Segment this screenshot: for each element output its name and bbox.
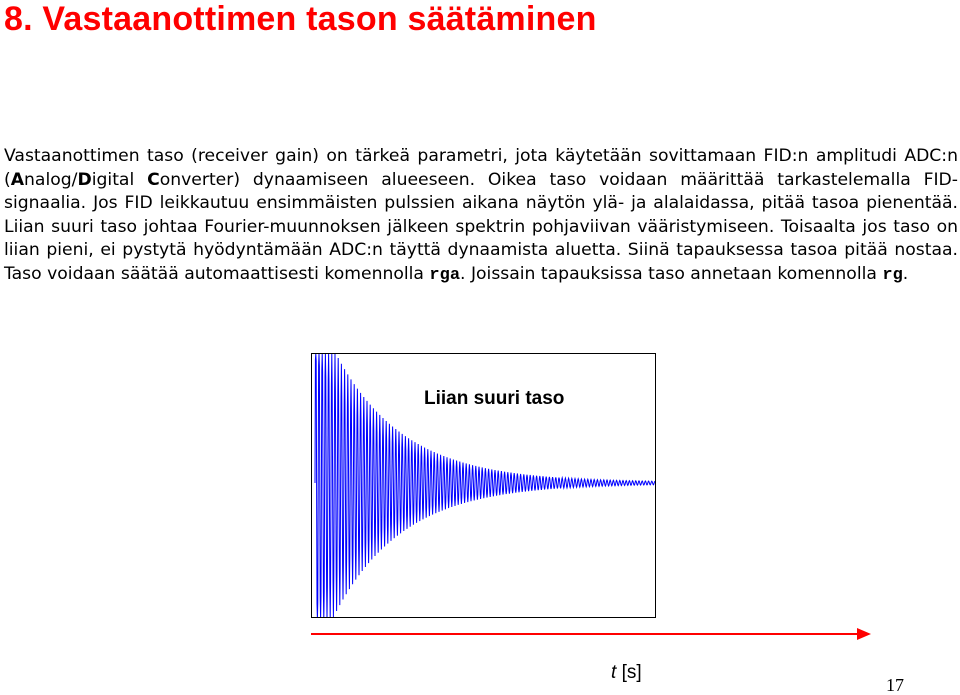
time-axis-variable: t [611,662,617,683]
command-rga: rga [429,265,461,285]
body-text-4: onverter) dynaamiseen alueeseen. Oikea taso voidaan määrittää tarkastelemalla FID-signaalia. Jos FID leikkautuu ensimmäisten pulssien aikana näytön ylä- ja alalaidassa, pitää tasoa pienentää. Liian suuri taso johtaa Fourier-muunnoksen jälkeen spektrin pohjaviivan vääristymiseen. Toisaalta jos taso on liian pieni, ei pystytä hyödyntämään ADC:n täyttä dynaamista aluetta. Siinä tapauksessa tasoa pitää nostaa. Taso voidaan säätää automaattisesti komennolla [4,169,958,284]
time-axis-arrow [311,626,871,642]
command-rg: rg [882,265,903,285]
body-text-3: igital [91,169,148,190]
acronym-c: C [147,169,160,190]
fid-plot [311,353,656,618]
body-paragraph [4,145,958,288]
slide-title: 8. Vastaanottimen tason säätäminen [4,0,597,38]
arrow-head-icon [857,628,871,640]
time-axis-label [611,662,642,684]
acronym-d: D [77,169,92,190]
body-text-6: . [902,263,909,284]
page-number: 17 [886,675,904,695]
time-axis-unit: [s] [621,662,642,683]
body-text-5: . Joissain tapauksissa taso annetaan komennolla [460,263,883,284]
body-text-1: Vastaanottimen taso (receiver gain) on tärkeä parametri, jota käytetään sovittamaan FID:n amplitudi ADC:n ( [4,146,958,190]
fid-plot-label: Liian suuri taso [421,387,567,411]
acronym-a: A [10,169,25,190]
body-text-2: nalog/ [24,169,78,190]
